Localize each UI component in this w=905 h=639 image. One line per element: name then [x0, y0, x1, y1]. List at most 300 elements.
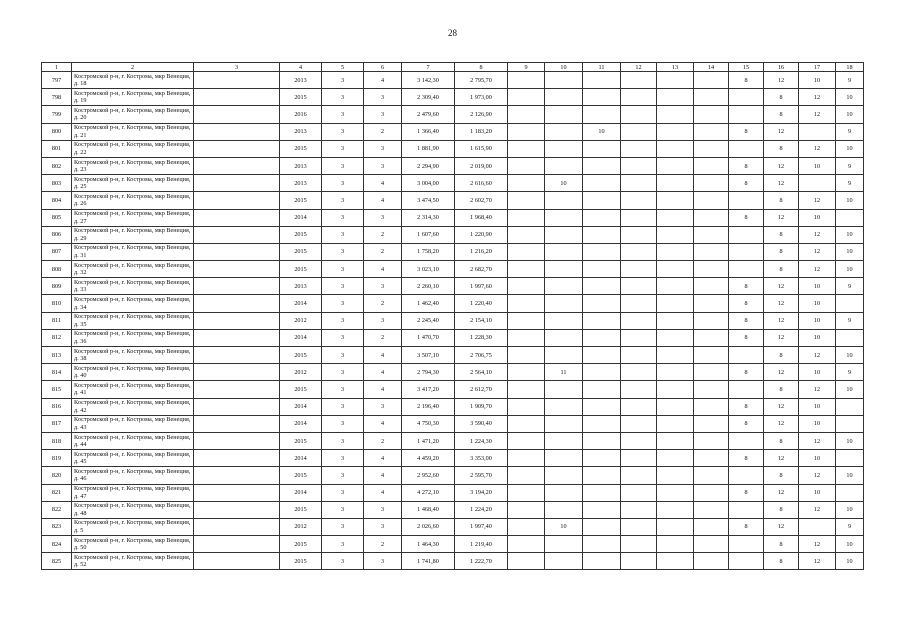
table-cell [545, 140, 583, 157]
table-cell: 2015 [280, 226, 322, 243]
table-cell: 2012 [280, 518, 322, 535]
table-cell [621, 278, 657, 295]
table-cell [583, 312, 621, 329]
table-cell [657, 312, 694, 329]
table-cell [621, 553, 657, 570]
table-cell [694, 89, 729, 106]
table-cell: 12 [799, 553, 836, 570]
table-cell [545, 295, 583, 312]
table-cell: 12 [764, 329, 799, 346]
column-header: 5 [322, 63, 364, 72]
table-cell [729, 243, 764, 260]
table-cell: 10 [836, 536, 864, 553]
table-cell [729, 347, 764, 364]
table-cell: 3 507,10 [402, 347, 455, 364]
table-cell: 2013 [280, 175, 322, 192]
table-row [42, 450, 864, 467]
table-cell [194, 243, 280, 260]
address-cell: Костромской р-н, г. Кострома, мкр Венеция, д. 38 [72, 347, 194, 364]
table-cell: 3 194,20 [455, 484, 508, 501]
table-cell [657, 467, 694, 484]
table-cell [621, 72, 657, 89]
table-cell [583, 106, 621, 123]
table-cell [621, 312, 657, 329]
table-cell: 3 [322, 398, 364, 415]
table-cell: 2012 [280, 312, 322, 329]
row-number-cell: 813 [42, 347, 72, 364]
table-cell: 12 [799, 347, 836, 364]
table-cell: 3 [322, 243, 364, 260]
table-cell [545, 467, 583, 484]
table-cell: 1 607,60 [402, 226, 455, 243]
row-number-cell: 820 [42, 467, 72, 484]
address-cell: Костромской р-н, г. Кострома, мкр Венеция, д. 32 [72, 261, 194, 278]
table-cell [508, 415, 545, 432]
table-cell: 1 222,70 [455, 553, 508, 570]
table-cell [583, 243, 621, 260]
table-cell [194, 209, 280, 226]
table-cell: 1 219,40 [455, 536, 508, 553]
table-cell [583, 278, 621, 295]
table-cell [694, 175, 729, 192]
table-cell: 2 564,10 [455, 364, 508, 381]
table-cell: 12 [799, 140, 836, 157]
table-cell [583, 381, 621, 398]
table-cell: 3 [364, 553, 402, 570]
table-cell [508, 432, 545, 449]
table-cell: 3 [364, 312, 402, 329]
row-number-cell: 814 [42, 364, 72, 381]
table-cell: 3 [322, 518, 364, 535]
table-cell: 2015 [280, 381, 322, 398]
table-cell: 4 [364, 381, 402, 398]
table-cell [694, 450, 729, 467]
row-number-cell: 802 [42, 157, 72, 174]
table-cell: 10 [583, 123, 621, 140]
address-cell: Костромской р-н, г. Кострома, мкр Венеция, д. 23 [72, 157, 194, 174]
column-header: 12 [621, 63, 657, 72]
table-cell [621, 261, 657, 278]
row-number-cell: 812 [42, 329, 72, 346]
table-cell [694, 347, 729, 364]
table-cell: 2015 [280, 192, 322, 209]
row-number-cell: 821 [42, 484, 72, 501]
table-cell [694, 501, 729, 518]
row-number-cell: 798 [42, 89, 72, 106]
address-cell: Костромской р-н, г. Кострома, мкр Венеция, д. 41 [72, 381, 194, 398]
table-cell [694, 295, 729, 312]
table-cell: 12 [764, 312, 799, 329]
table-cell [694, 243, 729, 260]
table-row [42, 192, 864, 209]
table-cell: 2013 [280, 72, 322, 89]
table-cell: 12 [764, 123, 799, 140]
address-cell: Костромской р-н, г. Кострома, мкр Венеция, д. 50 [72, 536, 194, 553]
address-cell: Костромской р-н, г. Кострома, мкр Венеция, д. 40 [72, 364, 194, 381]
table-cell: 12 [764, 364, 799, 381]
table-cell: 10 [545, 518, 583, 535]
table-cell [194, 450, 280, 467]
table-cell [729, 536, 764, 553]
table-cell [657, 415, 694, 432]
table-cell: 10 [836, 89, 864, 106]
table-cell: 2015 [280, 261, 322, 278]
table-cell: 12 [764, 415, 799, 432]
table-cell [621, 381, 657, 398]
table-cell: 1 228,30 [455, 329, 508, 346]
table-cell: 12 [764, 175, 799, 192]
table-cell [508, 467, 545, 484]
table-cell [583, 415, 621, 432]
table-cell: 3 [322, 226, 364, 243]
table-cell: 4 750,30 [402, 415, 455, 432]
table-cell: 2015 [280, 89, 322, 106]
table-cell [583, 192, 621, 209]
table-cell: 12 [764, 209, 799, 226]
table-cell [194, 278, 280, 295]
table-cell [657, 295, 694, 312]
table-cell [545, 347, 583, 364]
table-cell: 2 294,90 [402, 157, 455, 174]
table-row [42, 432, 864, 449]
table-row [42, 209, 864, 226]
row-number-cell: 797 [42, 72, 72, 89]
table-cell [621, 123, 657, 140]
table-cell [621, 106, 657, 123]
address-cell: Костромской р-н, г. Кострома, мкр Венеция, д. 47 [72, 484, 194, 501]
row-number-cell: 824 [42, 536, 72, 553]
table-cell: 2 602,70 [455, 192, 508, 209]
table-cell [194, 364, 280, 381]
address-cell: Костромской р-н, г. Кострома, мкр Венеция, д. 22 [72, 140, 194, 157]
table-cell: 4 [364, 72, 402, 89]
table-cell: 3 [322, 364, 364, 381]
table-cell [194, 518, 280, 535]
address-cell: Костромской р-н, г. Кострома, мкр Венеция, д. 18 [72, 72, 194, 89]
table-cell: 8 [729, 518, 764, 535]
row-number-cell: 811 [42, 312, 72, 329]
table-cell: 3 [364, 106, 402, 123]
column-header: 16 [764, 63, 799, 72]
table-cell: 2 019,00 [455, 157, 508, 174]
table-cell [729, 553, 764, 570]
table-cell: 8 [764, 467, 799, 484]
table-cell [657, 123, 694, 140]
table-cell: 3 [364, 140, 402, 157]
table-cell [694, 123, 729, 140]
table-cell: 2014 [280, 484, 322, 501]
table-cell [729, 381, 764, 398]
table-cell: 3 [322, 89, 364, 106]
table-cell: 2015 [280, 432, 322, 449]
table-cell: 3 [364, 89, 402, 106]
table-cell [583, 209, 621, 226]
table-cell: 4 [364, 261, 402, 278]
table-cell [729, 140, 764, 157]
table-cell: 9 [836, 72, 864, 89]
table-cell [657, 536, 694, 553]
table-cell: 1 224,20 [455, 501, 508, 518]
table-cell: 10 [799, 209, 836, 226]
table-cell [545, 484, 583, 501]
table-cell [508, 209, 545, 226]
column-header: 10 [545, 63, 583, 72]
table-cell: 3 [322, 467, 364, 484]
table-row [42, 415, 864, 432]
table-row [42, 72, 864, 89]
table-cell [694, 329, 729, 346]
table-cell [508, 329, 545, 346]
table-cell: 1 464,30 [402, 536, 455, 553]
table-cell: 10 [545, 175, 583, 192]
table-cell: 10 [836, 192, 864, 209]
table-cell [583, 467, 621, 484]
table-cell [583, 518, 621, 535]
table-cell [194, 467, 280, 484]
table-cell: 3 [322, 175, 364, 192]
table-cell: 3 353,00 [455, 450, 508, 467]
table-cell: 9 [836, 364, 864, 381]
row-number-cell: 822 [42, 501, 72, 518]
address-cell: Костромской р-н, г. Кострома, мкр Венеция, д. 31 [72, 243, 194, 260]
table-cell [583, 89, 621, 106]
table-cell: 10 [836, 140, 864, 157]
address-cell: Костромской р-н, г. Кострома, мкр Венеция, д. 25 [72, 175, 194, 192]
table-cell: 2 154,10 [455, 312, 508, 329]
table-cell [657, 157, 694, 174]
table-cell: 12 [799, 501, 836, 518]
table-cell: 1 758,20 [402, 243, 455, 260]
table-cell [545, 261, 583, 278]
table-row [42, 347, 864, 364]
table-cell [508, 295, 545, 312]
table-cell: 2 126,90 [455, 106, 508, 123]
table-row [42, 106, 864, 123]
table-cell: 12 [799, 432, 836, 449]
table-cell: 3 [322, 450, 364, 467]
row-number-cell: 809 [42, 278, 72, 295]
table-cell [621, 226, 657, 243]
table-cell: 3 [364, 518, 402, 535]
table-cell: 3 [322, 501, 364, 518]
row-number-cell: 800 [42, 123, 72, 140]
table-cell [694, 72, 729, 89]
table-cell: 10 [836, 347, 864, 364]
table-cell: 9 [836, 157, 864, 174]
table-cell [583, 364, 621, 381]
row-number-cell: 817 [42, 415, 72, 432]
table-cell [583, 484, 621, 501]
table-cell: 3 [322, 123, 364, 140]
table-cell: 3 [322, 312, 364, 329]
table-row [42, 226, 864, 243]
table-cell [694, 536, 729, 553]
table-cell [545, 157, 583, 174]
table-cell: 2 794,30 [402, 364, 455, 381]
table-cell [657, 278, 694, 295]
table-cell [583, 501, 621, 518]
table-cell: 12 [799, 467, 836, 484]
table-cell [583, 157, 621, 174]
table-cell [583, 536, 621, 553]
table-row [42, 329, 864, 346]
table-cell [545, 432, 583, 449]
table-row [42, 140, 864, 157]
table-cell [657, 243, 694, 260]
table-cell [194, 72, 280, 89]
table-cell [694, 261, 729, 278]
table-cell: 2 [364, 536, 402, 553]
table-cell [194, 347, 280, 364]
table-body [42, 72, 864, 570]
table-cell: 2015 [280, 536, 322, 553]
table-cell [508, 501, 545, 518]
table-cell [508, 157, 545, 174]
table-cell [694, 381, 729, 398]
table-cell [621, 175, 657, 192]
table-cell [657, 192, 694, 209]
table-row [42, 467, 864, 484]
table-cell [621, 157, 657, 174]
row-number-cell: 825 [42, 553, 72, 570]
table-cell [583, 175, 621, 192]
column-header: 7 [402, 63, 455, 72]
table-cell: 12 [764, 72, 799, 89]
address-cell: Костромской р-н, г. Кострома, мкр Венеция, д. 33 [72, 278, 194, 295]
table-cell [694, 278, 729, 295]
address-cell: Костромской р-н, г. Кострома, мкр Венеция, д. 26 [72, 192, 194, 209]
table-cell: 2015 [280, 243, 322, 260]
row-number-cell: 803 [42, 175, 72, 192]
table-cell: 2 314,30 [402, 209, 455, 226]
table-cell [545, 381, 583, 398]
table-cell [508, 398, 545, 415]
table-cell [194, 106, 280, 123]
table-cell [729, 89, 764, 106]
table-cell [694, 106, 729, 123]
table-cell: 8 [729, 295, 764, 312]
table-row [42, 157, 864, 174]
address-cell: Костромской р-н, г. Кострома, мкр Венеция, д. 5 [72, 518, 194, 535]
table-cell: 12 [764, 484, 799, 501]
table-cell: 10 [799, 415, 836, 432]
table-cell [694, 364, 729, 381]
table-cell: 12 [764, 295, 799, 312]
table-cell [194, 261, 280, 278]
table-cell: 2 245,40 [402, 312, 455, 329]
table-cell: 3 142,30 [402, 72, 455, 89]
table-cell [657, 72, 694, 89]
table-cell: 8 [764, 226, 799, 243]
table-cell [694, 312, 729, 329]
table-row [42, 501, 864, 518]
table-cell [729, 192, 764, 209]
address-cell: Костромской р-н, г. Кострома, мкр Венеция, д. 34 [72, 295, 194, 312]
column-header: 8 [455, 63, 508, 72]
table-cell: 10 [836, 261, 864, 278]
table-cell: 3 [322, 209, 364, 226]
table-cell [545, 553, 583, 570]
table-cell [621, 209, 657, 226]
table-cell [621, 89, 657, 106]
table-cell [836, 209, 864, 226]
table-cell: 2 616,60 [455, 175, 508, 192]
table-cell [694, 209, 729, 226]
table-cell [836, 295, 864, 312]
table-cell [657, 209, 694, 226]
row-number-cell: 818 [42, 432, 72, 449]
table-cell: 2 [364, 226, 402, 243]
table-cell [508, 89, 545, 106]
table-cell: 9 [836, 518, 864, 535]
table-cell: 3 [364, 501, 402, 518]
table-cell: 1 615,90 [455, 140, 508, 157]
table-cell: 2012 [280, 364, 322, 381]
address-cell: Костромской р-н, г. Кострома, мкр Венеция, д. 52 [72, 553, 194, 570]
table-cell [508, 364, 545, 381]
table-cell: 3 590,40 [455, 415, 508, 432]
table-cell: 2 309,40 [402, 89, 455, 106]
column-header: 3 [194, 63, 280, 72]
row-number-cell: 805 [42, 209, 72, 226]
table-cell: 8 [764, 501, 799, 518]
address-cell: Костромской р-н, г. Кострома, мкр Венеция, д. 43 [72, 415, 194, 432]
table-cell: 3 [364, 209, 402, 226]
table-cell [694, 226, 729, 243]
table-cell [694, 484, 729, 501]
table-cell [545, 415, 583, 432]
table-cell: 3 417,20 [402, 381, 455, 398]
table-cell: 2 [364, 243, 402, 260]
table-cell: 3 023,10 [402, 261, 455, 278]
table-cell [194, 226, 280, 243]
table-cell: 8 [729, 484, 764, 501]
table-cell: 12 [764, 278, 799, 295]
table-row [42, 89, 864, 106]
table-cell: 3 [322, 415, 364, 432]
table-cell: 2 [364, 432, 402, 449]
address-cell: Костромской р-н, г. Кострома, мкр Венеция, д. 44 [72, 432, 194, 449]
table-cell: 12 [799, 192, 836, 209]
table-cell [621, 347, 657, 364]
table-cell: 4 459,20 [402, 450, 455, 467]
table-cell [657, 381, 694, 398]
table-cell [694, 432, 729, 449]
address-cell: Костромской р-н, г. Кострома, мкр Венеция, д. 48 [72, 501, 194, 518]
table-cell: 8 [764, 106, 799, 123]
table-cell: 8 [729, 312, 764, 329]
table-cell [729, 261, 764, 278]
address-cell: Костромской р-н, г. Кострома, мкр Венеция, д. 19 [72, 89, 194, 106]
table-cell: 3 [322, 536, 364, 553]
table-cell [799, 123, 836, 140]
table-cell: 1 741,80 [402, 553, 455, 570]
table-cell: 3 [364, 398, 402, 415]
table-cell: 11 [545, 364, 583, 381]
table-cell: 2014 [280, 329, 322, 346]
table-cell: 2013 [280, 123, 322, 140]
table-cell [729, 106, 764, 123]
table-cell: 10 [836, 243, 864, 260]
table-row [42, 484, 864, 501]
table-cell [508, 536, 545, 553]
table-cell: 2 [364, 329, 402, 346]
table-cell [508, 123, 545, 140]
table-cell: 2 595,70 [455, 467, 508, 484]
table-cell: 9 [836, 175, 864, 192]
table-cell: 1 224,30 [455, 432, 508, 449]
table-cell: 10 [836, 226, 864, 243]
